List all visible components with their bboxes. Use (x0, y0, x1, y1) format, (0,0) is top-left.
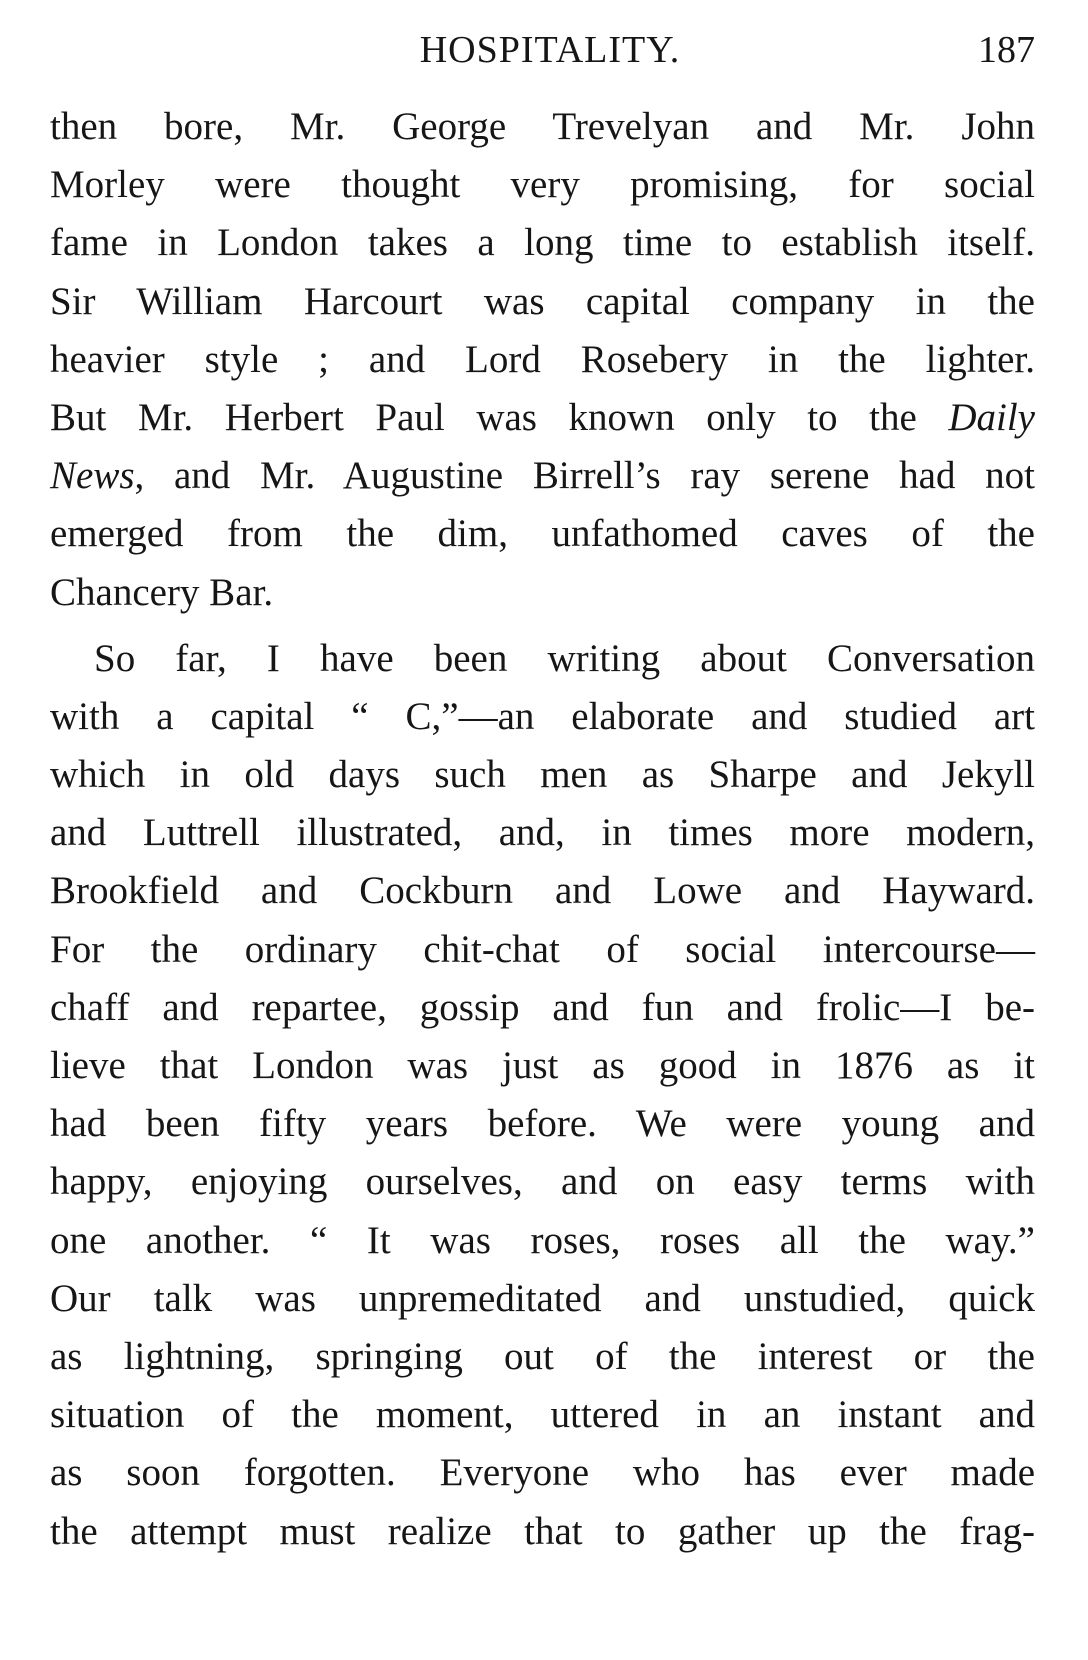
text-line: Brookfield and Cockburn and Lowe and Hayward. (50, 869, 1035, 913)
text-line: Morley were thought very promising, for social (50, 163, 1035, 207)
text-line: as soon forgotten. Everyone who has ever made (50, 1451, 1035, 1495)
text-line: had been fifty years before. We were young and (50, 1102, 1035, 1146)
text-line: happy, enjoying ourselves, and on easy terms with (50, 1160, 1035, 1204)
text-line: emerged from the dim, unfathomed caves of the (50, 512, 1035, 556)
text-line: with a capital “ C,”—an elaborate and studied art (50, 694, 1035, 738)
paragraph-1 (50, 98, 1035, 622)
text-line: and Luttrell illustrated, and, in times more modern, (50, 811, 1035, 855)
text-line: which in old days such men as Sharpe and Jekyll (50, 753, 1035, 797)
text-line: one another. “ It was roses, roses all the way.” (50, 1218, 1035, 1262)
text-line: as lightning, springing out of the interest or the (50, 1334, 1035, 1378)
italic-title: Daily (948, 395, 1035, 439)
text-line: situation of the moment, uttered in an instant and (50, 1393, 1035, 1437)
text-line: chaff and repartee, gossip and fun and frolic—I be- (50, 985, 1035, 1029)
running-title: HOSPITALITY. (419, 29, 681, 71)
book-page (50, 0, 1035, 1660)
body-text (50, 98, 1035, 1561)
text-line: then bore, Mr. George Trevelyan and Mr. John (50, 105, 1035, 148)
text-line: fame in London takes a long time to establish itself. (50, 221, 1035, 265)
paragraph-2 (50, 630, 1035, 1561)
text-line (50, 389, 1035, 447)
text-fragment: , and Mr. Augustine Birrell’s ray serene had not (134, 454, 1035, 498)
text-line: the attempt must realize that to gather up the frag- (50, 1509, 1035, 1553)
text-line: Sir William Harcourt was capital company in the (50, 279, 1035, 323)
text-line: lieve that London was just as good in 1876 as it (50, 1044, 1035, 1087)
text-line: heavier style ; and Lord Rosebery in the lighter. (50, 337, 1035, 381)
page-number: 187 (978, 29, 1035, 71)
italic-title: News (50, 454, 135, 498)
text-fragment: But Mr. Herbert Paul was known only to the (50, 395, 949, 439)
running-head (50, 22, 1035, 78)
text-line: Chancery Bar. (50, 570, 274, 614)
text-line: So far, I have been writing about Conversation (94, 636, 1035, 680)
text-line (50, 447, 1035, 505)
text-line: For the ordinary chit-chat of social intercourse— (50, 927, 1035, 971)
text-line: Our talk was unpremeditated and unstudied, quick (50, 1276, 1035, 1320)
